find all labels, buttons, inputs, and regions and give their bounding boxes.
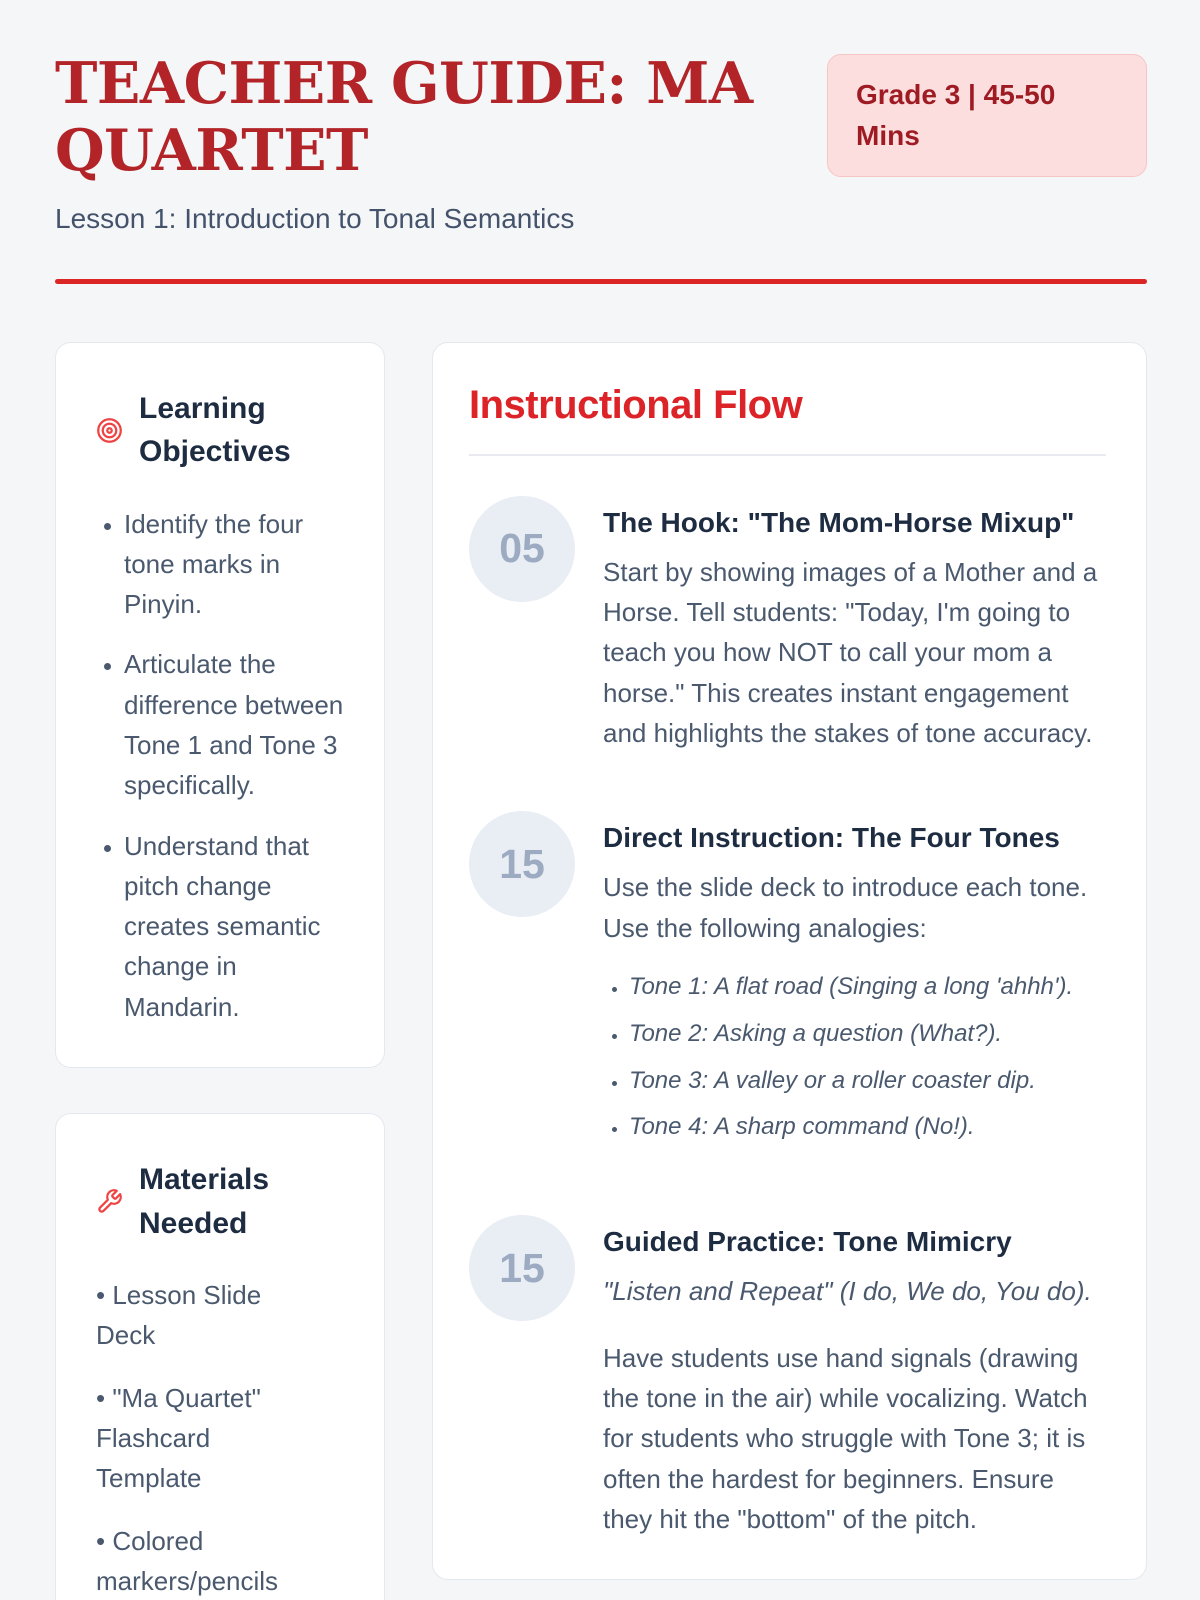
tone-analogy-item: • Tone 2: Asking a question (What?). [629, 1017, 1106, 1052]
step-duration-badge: 15 [469, 1215, 575, 1321]
grade-duration-badge: Grade 3 | 45-50 Mins [827, 54, 1147, 177]
objective-item: • Articulate the difference between Tone 1 and Tone 3 specifically. [124, 644, 346, 805]
step-title: Guided Practice: Tone Mimicry [603, 1226, 1012, 1258]
tone-analogy-item: • Tone 3: A valley or a roller coaster dip. [629, 1064, 1106, 1099]
step-duration-badge: 05 [469, 496, 575, 602]
tone-analogy-item: • Tone 1: A flat road (Singing a long 'ahhh'). [629, 970, 1106, 1005]
step-body: Use the slide deck to introduce each tone. Use the following analogies: [603, 872, 1088, 943]
step-body: Have students use hand signals (drawing the tone in the air) while vocalizing. Watch for students who struggle with Tone 3; it is often the hardest for beginners. Ensure they hit the "bottom" of the pitch. [603, 1342, 1088, 1534]
page-header [55, 50, 1147, 185]
instructional-flow-card [432, 342, 1147, 1581]
material-item: • Lesson Slide Deck [96, 1275, 308, 1356]
learning-objectives-title: Learning Objectives [139, 391, 291, 468]
instructional-flow-title: Instructional Flow [469, 382, 803, 427]
objective-item: • Understand that pitch change creates semantic change in Mandarin. [124, 826, 346, 1027]
step-content [603, 811, 1106, 1157]
step-content [603, 496, 1106, 754]
page-title: TEACHER GUIDE: MA QUARTET [55, 50, 753, 185]
header-divider [55, 279, 1147, 284]
flow-divider [469, 454, 1106, 456]
materials-needed-heading [84, 1158, 356, 1245]
step-duration-badge: 15 [469, 811, 575, 917]
sidebar [55, 342, 385, 1600]
objective-list [84, 504, 356, 1028]
step-title: The Hook: "The Mom-Horse Mixup" [603, 506, 1075, 538]
materials-needed-card [55, 1113, 385, 1600]
learning-objectives-heading [84, 387, 356, 474]
tone-analogy-item: • Tone 4: A sharp command (No!). [629, 1110, 1106, 1145]
step-title: Direct Instruction: The Four Tones [603, 822, 1060, 854]
material-list [84, 1275, 356, 1600]
tone-analogy-list [603, 970, 1106, 1145]
step-subtitle: "Listen and Repeat" (I do, We do, You do). [603, 1276, 1092, 1307]
flow-step-2 [469, 811, 1106, 1157]
learning-objectives-card [55, 342, 385, 1069]
flow-step-1 [469, 496, 1106, 754]
materials-needed-title: Materials Needed [139, 1163, 270, 1240]
content-columns [55, 342, 1147, 1600]
step-content [603, 1215, 1106, 1539]
target-icon [96, 417, 123, 444]
objective-item: • Identify the four tone marks in Pinyin. [124, 504, 346, 625]
material-item: • Colored markers/pencils [96, 1521, 308, 1600]
lesson-subtitle: Lesson 1: Introduction to Tonal Semantics [55, 202, 575, 234]
flow-step-3 [469, 1215, 1106, 1539]
wrench-icon [96, 1188, 123, 1215]
step-body: Start by showing images of a Mother and a Horse. Tell students: "Today, I'm going to teach you how NOT to call your mom a horse." This creates instant engagement and highlights the stakes of tone accuracy. [603, 556, 1098, 748]
material-item: • "Ma Quartet" Flashcard Template [96, 1378, 308, 1499]
